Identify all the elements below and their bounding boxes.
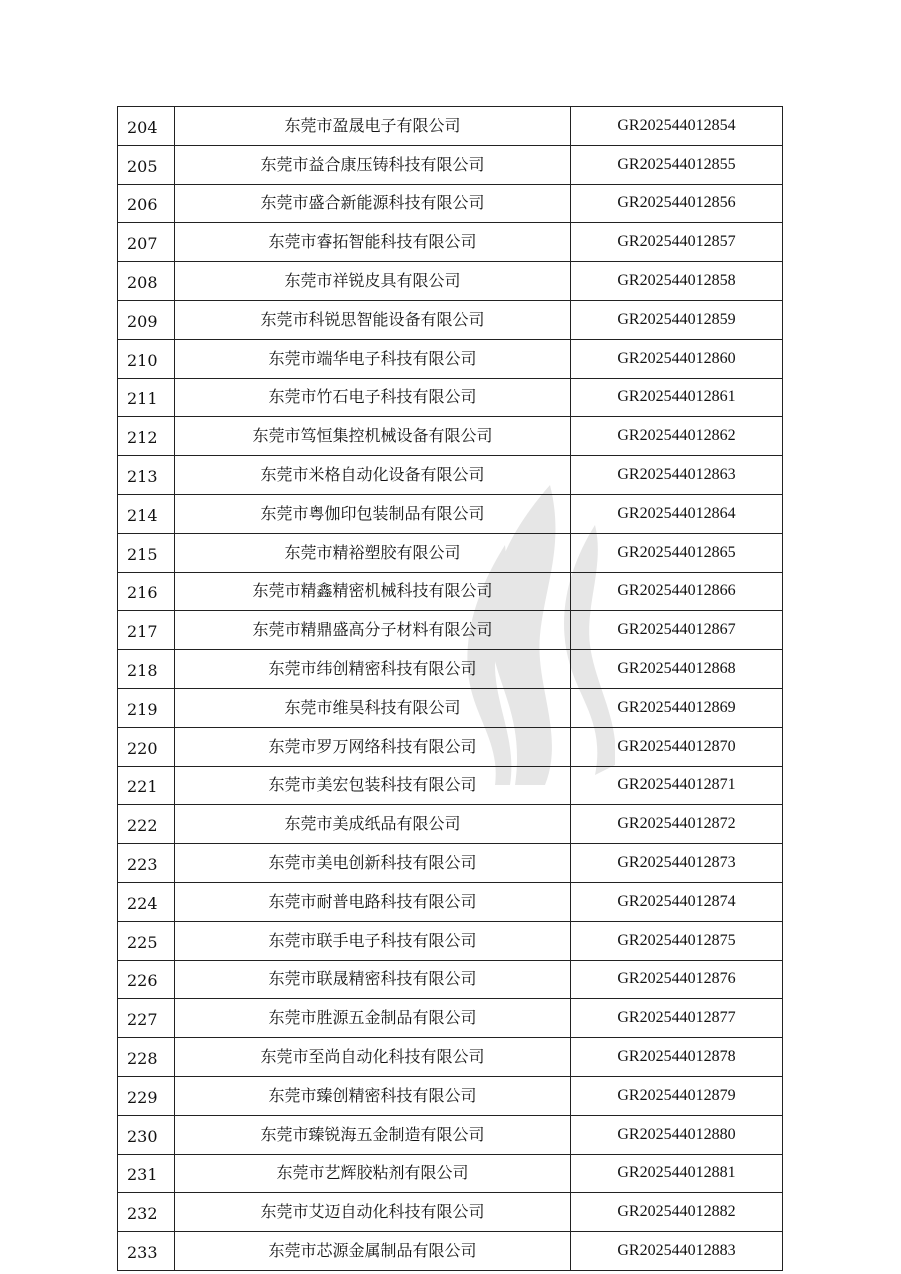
certificate-code: GR202544012855 — [571, 145, 783, 184]
row-number: 211 — [118, 378, 175, 417]
company-name: 东莞市至尚自动化科技有限公司 — [175, 1038, 571, 1077]
company-name: 东莞市精鼎盛高分子材料有限公司 — [175, 611, 571, 650]
certificate-code: GR202544012883 — [571, 1232, 783, 1271]
certificate-code: GR202544012861 — [571, 378, 783, 417]
row-number: 222 — [118, 805, 175, 844]
row-number: 207 — [118, 223, 175, 262]
row-number: 206 — [118, 184, 175, 223]
company-name: 东莞市笃恒集控机械设备有限公司 — [175, 417, 571, 456]
company-name: 东莞市科锐思智能设备有限公司 — [175, 300, 571, 339]
table-row — [118, 378, 783, 417]
company-registration-table — [117, 106, 783, 1271]
row-number: 225 — [118, 921, 175, 960]
table-row — [118, 1154, 783, 1193]
company-name: 东莞市艾迈自动化科技有限公司 — [175, 1193, 571, 1232]
row-number: 230 — [118, 1115, 175, 1154]
company-name: 东莞市益合康压铸科技有限公司 — [175, 145, 571, 184]
table-row — [118, 921, 783, 960]
company-name: 东莞市美电创新科技有限公司 — [175, 844, 571, 883]
table-row — [118, 1115, 783, 1154]
company-name: 东莞市美宏包装科技有限公司 — [175, 766, 571, 805]
row-number: 231 — [118, 1154, 175, 1193]
row-number: 226 — [118, 960, 175, 999]
row-number: 205 — [118, 145, 175, 184]
row-number: 223 — [118, 844, 175, 883]
company-name: 东莞市臻创精密科技有限公司 — [175, 1076, 571, 1115]
certificate-code: GR202544012862 — [571, 417, 783, 456]
row-number: 221 — [118, 766, 175, 805]
certificate-code: GR202544012870 — [571, 727, 783, 766]
certificate-code: GR202544012860 — [571, 339, 783, 378]
company-name: 东莞市端华电子科技有限公司 — [175, 339, 571, 378]
row-number: 212 — [118, 417, 175, 456]
row-number: 209 — [118, 300, 175, 339]
certificate-code: GR202544012871 — [571, 766, 783, 805]
certificate-code: GR202544012859 — [571, 300, 783, 339]
table-row — [118, 766, 783, 805]
row-number: 218 — [118, 650, 175, 689]
company-name: 东莞市耐普电路科技有限公司 — [175, 882, 571, 921]
certificate-code: GR202544012882 — [571, 1193, 783, 1232]
certificate-code: GR202544012868 — [571, 650, 783, 689]
certificate-code: GR202544012880 — [571, 1115, 783, 1154]
table-row — [118, 1232, 783, 1271]
certificate-code: GR202544012856 — [571, 184, 783, 223]
certificate-code: GR202544012879 — [571, 1076, 783, 1115]
row-number: 217 — [118, 611, 175, 650]
company-name: 东莞市胜源五金制品有限公司 — [175, 999, 571, 1038]
certificate-code: GR202544012878 — [571, 1038, 783, 1077]
table-row — [118, 1038, 783, 1077]
certificate-code: GR202544012869 — [571, 688, 783, 727]
row-number: 227 — [118, 999, 175, 1038]
company-name: 东莞市精裕塑胶有限公司 — [175, 533, 571, 572]
certificate-code: GR202544012854 — [571, 107, 783, 146]
certificate-code: GR202544012872 — [571, 805, 783, 844]
certificate-code: GR202544012866 — [571, 572, 783, 611]
certificate-code: GR202544012858 — [571, 262, 783, 301]
certificate-code: GR202544012863 — [571, 456, 783, 495]
company-name: 东莞市精鑫精密机械科技有限公司 — [175, 572, 571, 611]
table-row — [118, 882, 783, 921]
table-row — [118, 145, 783, 184]
row-number: 213 — [118, 456, 175, 495]
row-number: 233 — [118, 1232, 175, 1271]
table-row — [118, 727, 783, 766]
company-name: 东莞市粤伽印包装制品有限公司 — [175, 494, 571, 533]
table-row — [118, 844, 783, 883]
company-name: 东莞市竹石电子科技有限公司 — [175, 378, 571, 417]
row-number: 204 — [118, 107, 175, 146]
row-number: 215 — [118, 533, 175, 572]
certificate-code: GR202544012865 — [571, 533, 783, 572]
row-number: 208 — [118, 262, 175, 301]
company-name: 东莞市罗万网络科技有限公司 — [175, 727, 571, 766]
row-number: 224 — [118, 882, 175, 921]
row-number: 228 — [118, 1038, 175, 1077]
table-row — [118, 494, 783, 533]
certificate-code: GR202544012874 — [571, 882, 783, 921]
table-row — [118, 960, 783, 999]
company-name: 东莞市联手电子科技有限公司 — [175, 921, 571, 960]
certificate-code: GR202544012881 — [571, 1154, 783, 1193]
certificate-code: GR202544012864 — [571, 494, 783, 533]
table-row — [118, 611, 783, 650]
certificate-code: GR202544012867 — [571, 611, 783, 650]
table-row — [118, 1076, 783, 1115]
certificate-code: GR202544012876 — [571, 960, 783, 999]
company-name: 东莞市睿拓智能科技有限公司 — [175, 223, 571, 262]
company-name: 东莞市维昊科技有限公司 — [175, 688, 571, 727]
company-name: 东莞市纬创精密科技有限公司 — [175, 650, 571, 689]
row-number: 219 — [118, 688, 175, 727]
table-row — [118, 262, 783, 301]
row-number: 232 — [118, 1193, 175, 1232]
table-row — [118, 533, 783, 572]
row-number: 229 — [118, 1076, 175, 1115]
row-number: 210 — [118, 339, 175, 378]
company-name: 东莞市艺辉胶粘剂有限公司 — [175, 1154, 571, 1193]
certificate-code: GR202544012875 — [571, 921, 783, 960]
company-name: 东莞市芯源金属制品有限公司 — [175, 1232, 571, 1271]
company-name: 东莞市祥锐皮具有限公司 — [175, 262, 571, 301]
row-number: 214 — [118, 494, 175, 533]
company-name: 东莞市盈晟电子有限公司 — [175, 107, 571, 146]
company-name: 东莞市美成纸品有限公司 — [175, 805, 571, 844]
certificate-code: GR202544012873 — [571, 844, 783, 883]
row-number: 220 — [118, 727, 175, 766]
table-row — [118, 417, 783, 456]
table-row — [118, 1193, 783, 1232]
row-number: 216 — [118, 572, 175, 611]
company-name: 东莞市联晟精密科技有限公司 — [175, 960, 571, 999]
table-row — [118, 999, 783, 1038]
table-row — [118, 572, 783, 611]
certificate-code: GR202544012877 — [571, 999, 783, 1038]
company-name: 东莞市米格自动化设备有限公司 — [175, 456, 571, 495]
company-name: 东莞市盛合新能源科技有限公司 — [175, 184, 571, 223]
table-row — [118, 805, 783, 844]
table-row — [118, 223, 783, 262]
certificate-code: GR202544012857 — [571, 223, 783, 262]
table-row — [118, 300, 783, 339]
table-row — [118, 688, 783, 727]
table-row — [118, 650, 783, 689]
company-name: 东莞市臻锐海五金制造有限公司 — [175, 1115, 571, 1154]
table-row — [118, 107, 783, 146]
table-row — [118, 184, 783, 223]
table-row — [118, 456, 783, 495]
table-row — [118, 339, 783, 378]
